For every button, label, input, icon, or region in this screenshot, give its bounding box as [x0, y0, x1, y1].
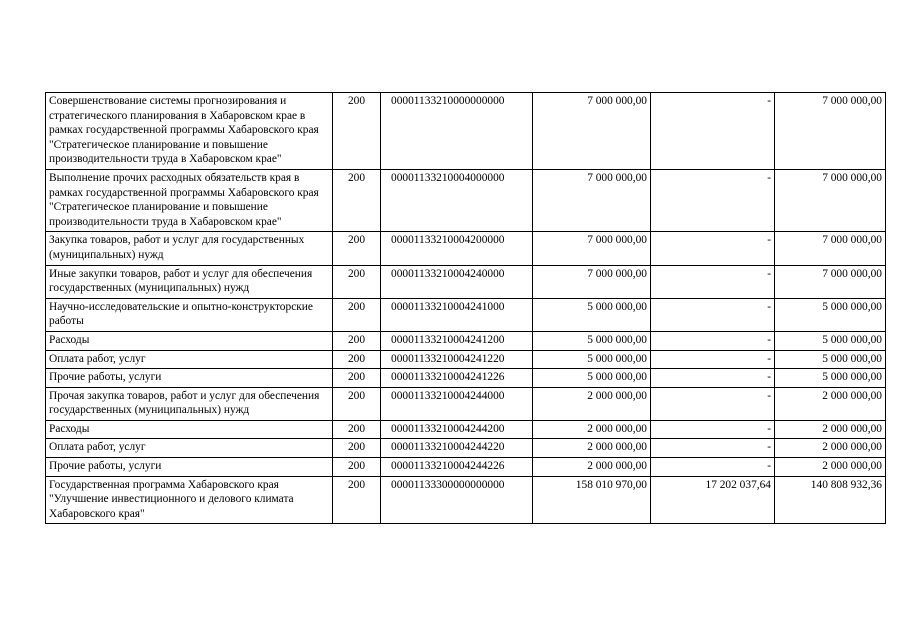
table-row — [46, 265, 886, 298]
table-row — [46, 476, 886, 524]
row-name-cell: Прочие работы, услуги — [46, 369, 333, 388]
row-executed-cell: - — [651, 458, 775, 477]
row-approved-cell: 5 000 000,00 — [533, 350, 651, 369]
row-unexecuted-cell: 7 000 000,00 — [775, 169, 886, 231]
row-name-cell: Выполнение прочих расходных обязательств края в рамках государственной программы Хабаровского края "Стратегическое планирование и повышение производительности труда в Хабаровском крае" — [46, 169, 333, 231]
row-approved-cell: 7 000 000,00 — [533, 265, 651, 298]
row-approved-cell: 5 000 000,00 — [533, 369, 651, 388]
row-approved-cell: 2 000 000,00 — [533, 387, 651, 420]
row-executed-cell: - — [651, 298, 775, 331]
row-executed-cell: - — [651, 439, 775, 458]
row-name-cell: Совершенствование системы прогнозирования и стратегического планирования в Хабаровском крае в рамках государственной программы Хабаровского края "Стратегическое планирование и повышение производительности труда в Хабаровском крае" — [46, 93, 333, 170]
row-kbk-cell: 00001133210004240000 — [381, 265, 533, 298]
row-unexecuted-cell: 5 000 000,00 — [775, 298, 886, 331]
row-code-cell: 200 — [333, 439, 381, 458]
table-row — [46, 298, 886, 331]
table-row — [46, 350, 886, 369]
row-code-cell: 200 — [333, 93, 381, 170]
row-unexecuted-cell: 7 000 000,00 — [775, 232, 886, 265]
row-unexecuted-cell: 5 000 000,00 — [775, 331, 886, 350]
row-executed-cell: - — [651, 93, 775, 170]
table-row — [46, 387, 886, 420]
row-executed-cell: - — [651, 387, 775, 420]
row-kbk-cell: 00001133210004000000 — [381, 169, 533, 231]
row-unexecuted-cell: 5 000 000,00 — [775, 369, 886, 388]
row-kbk-cell: 00001133210004200000 — [381, 232, 533, 265]
row-name-cell: Прочая закупка товаров, работ и услуг для обеспечения государственных (муниципальных) нужд — [46, 387, 333, 420]
table-row — [46, 331, 886, 350]
row-name-cell: Закупка товаров, работ и услуг для государственных (муниципальных) нужд — [46, 232, 333, 265]
row-unexecuted-cell: 140 808 932,36 — [775, 476, 886, 524]
row-approved-cell: 7 000 000,00 — [533, 93, 651, 170]
row-unexecuted-cell: 2 000 000,00 — [775, 458, 886, 477]
row-approved-cell: 2 000 000,00 — [533, 458, 651, 477]
row-code-cell: 200 — [333, 298, 381, 331]
table-row — [46, 93, 886, 170]
row-executed-cell: - — [651, 265, 775, 298]
table-row — [46, 420, 886, 439]
row-kbk-cell: 00001133210004241200 — [381, 331, 533, 350]
row-name-cell: Государственная программа Хабаровского края "Улучшение инвестиционного и делового климата Хабаровского края" — [46, 476, 333, 524]
row-kbk-cell: 00001133210004241000 — [381, 298, 533, 331]
row-code-cell: 200 — [333, 331, 381, 350]
row-approved-cell: 7 000 000,00 — [533, 232, 651, 265]
row-unexecuted-cell: 2 000 000,00 — [775, 439, 886, 458]
row-name-cell: Оплата работ, услуг — [46, 439, 333, 458]
row-code-cell: 200 — [333, 387, 381, 420]
row-code-cell: 200 — [333, 232, 381, 265]
table-row — [46, 232, 886, 265]
table-body — [46, 93, 886, 524]
table-row — [46, 439, 886, 458]
row-approved-cell: 2 000 000,00 — [533, 420, 651, 439]
row-executed-cell: - — [651, 420, 775, 439]
row-code-cell: 200 — [333, 350, 381, 369]
row-name-cell: Прочие работы, услуги — [46, 458, 333, 477]
row-approved-cell: 5 000 000,00 — [533, 331, 651, 350]
row-name-cell: Оплата работ, услуг — [46, 350, 333, 369]
row-kbk-cell: 00001133210004244000 — [381, 387, 533, 420]
row-name-cell: Иные закупки товаров, работ и услуг для обеспечения государственных (муниципальных) нужд — [46, 265, 333, 298]
row-name-cell: Расходы — [46, 331, 333, 350]
row-unexecuted-cell: 2 000 000,00 — [775, 387, 886, 420]
row-code-cell: 200 — [333, 458, 381, 477]
row-kbk-cell: 00001133210004241226 — [381, 369, 533, 388]
table-row — [46, 369, 886, 388]
row-approved-cell: 7 000 000,00 — [533, 169, 651, 231]
row-kbk-cell: 00001133210000000000 — [381, 93, 533, 170]
row-kbk-cell: 00001133300000000000 — [381, 476, 533, 524]
row-code-cell: 200 — [333, 265, 381, 298]
row-kbk-cell: 00001133210004244226 — [381, 458, 533, 477]
row-executed-cell: - — [651, 331, 775, 350]
row-kbk-cell: 00001133210004244220 — [381, 439, 533, 458]
row-executed-cell: - — [651, 232, 775, 265]
row-approved-cell: 158 010 970,00 — [533, 476, 651, 524]
row-unexecuted-cell: 2 000 000,00 — [775, 420, 886, 439]
row-code-cell: 200 — [333, 369, 381, 388]
row-code-cell: 200 — [333, 169, 381, 231]
row-approved-cell: 5 000 000,00 — [533, 298, 651, 331]
row-executed-cell: 17 202 037,64 — [651, 476, 775, 524]
row-executed-cell: - — [651, 350, 775, 369]
row-unexecuted-cell: 7 000 000,00 — [775, 93, 886, 170]
table-row — [46, 458, 886, 477]
row-name-cell: Научно-исследовательские и опытно-конструкторские работы — [46, 298, 333, 331]
row-unexecuted-cell: 7 000 000,00 — [775, 265, 886, 298]
row-approved-cell: 2 000 000,00 — [533, 439, 651, 458]
row-executed-cell: - — [651, 169, 775, 231]
row-name-cell: Расходы — [46, 420, 333, 439]
row-kbk-cell: 00001133210004241220 — [381, 350, 533, 369]
row-code-cell: 200 — [333, 476, 381, 524]
row-kbk-cell: 00001133210004244200 — [381, 420, 533, 439]
row-code-cell: 200 — [333, 420, 381, 439]
budget-execution-table — [45, 92, 886, 524]
table-row — [46, 169, 886, 231]
row-unexecuted-cell: 5 000 000,00 — [775, 350, 886, 369]
row-executed-cell: - — [651, 369, 775, 388]
